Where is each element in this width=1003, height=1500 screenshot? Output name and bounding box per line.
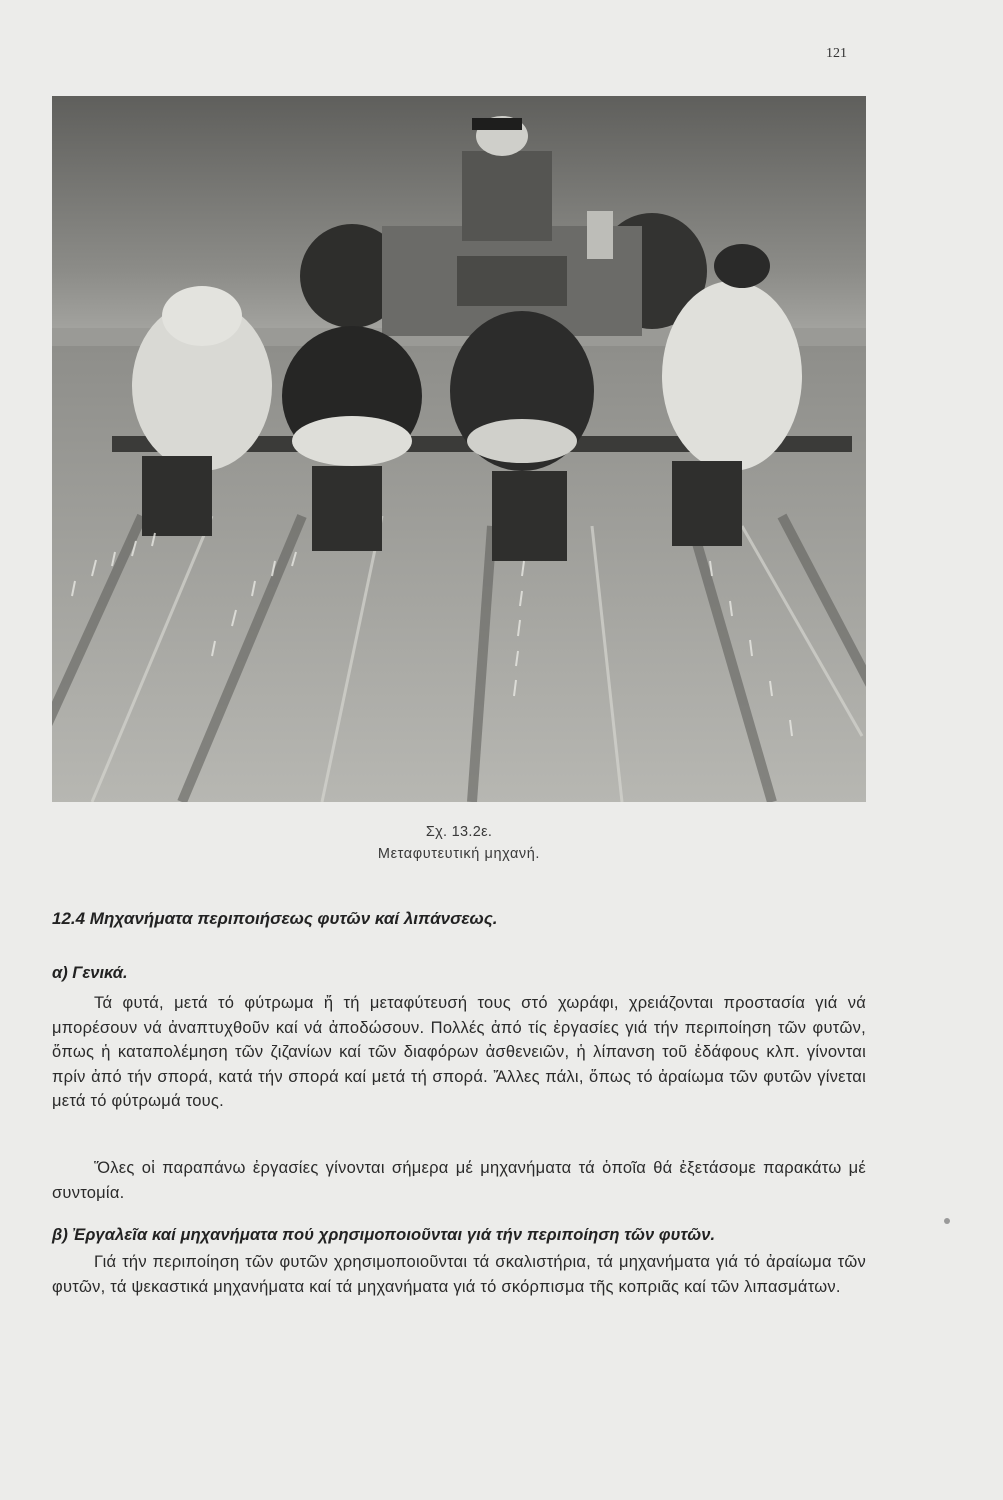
- stray-mark: [944, 1218, 950, 1224]
- photo-illustration: [52, 96, 866, 802]
- subsection-a-title: α) Γενικά.: [52, 964, 128, 982]
- paragraph: Τά φυτά, μετά τό φύτρωμα ἤ τή μεταφύτευσή τους στό χωράφι, χρειάζονται προστασία γιά νά μπορέσουν νά ἀναπτυχθοῦν καί νά ἀποδώσουν. Πολλές ἀπό τίς ἐργασίες γιά τήν περιποίηση τῶν φυτῶν, ὅπως ἡ καταπολέμηση τῶν ζιζανίων καί τῶν διαφόρων ἀσθενειῶν, ἡ λίπανση τοῦ ἐδάφους κλπ. γίνονται πρίν ἀπό τήν σπορά, κατά τήν σπορά καί μετά τή σπορά. Ἄλλες πάλι, ὅπως τό ἀραίωμα τῶν φυτῶν γίνεται μετά τό φύτρωμά τους.: [52, 994, 866, 1110]
- section-heading: 12.4 Μηχανήματα περιποιήσεως φυτῶν καί λιπάνσεως.: [52, 909, 498, 928]
- paragraph: Ὅλες οἱ παραπάνω ἐργασίες γίνονται σήμερα μέ μηχανήματα τά ὁποῖα θά ἐξετάσομε παρακάτω μέ συντομία.: [52, 1159, 866, 1202]
- subsection-b-title: β) Ἐργαλεῖα καί μηχανήματα πού χρησιμοποιοῦνται γιά τήν περιποίηση τῶν φυτῶν.: [52, 1226, 716, 1244]
- page-number: 121: [826, 46, 847, 61]
- figure-caption: Μεταφυτευτική μηχανή.: [377, 846, 541, 862]
- transplanter-photo: [52, 96, 866, 802]
- paragraph: Γιά τήν περιποίηση τῶν φυτῶν χρησιμοποιοῦνται τά σκαλιστήρια, τά μηχανήματα γιά τό ἀραίωμα τῶν φυτῶν, τά ψεκαστικά μηχανήματα καί τά μηχανήματα γιά τό σκόρπισμα τῆς κοπριᾶς καί τῶν λιπασμάτων.: [52, 1253, 866, 1296]
- figure-label: Σχ. 13.2ε.: [425, 824, 493, 840]
